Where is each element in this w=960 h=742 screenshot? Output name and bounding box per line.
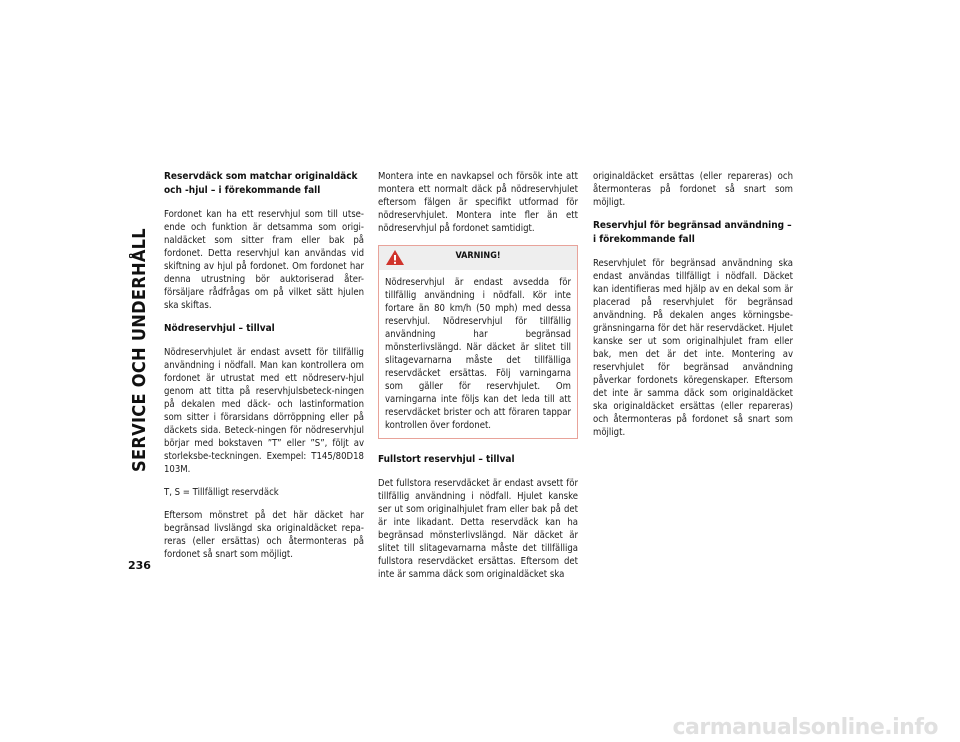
heading-limited-use-spare: Reservhjul för begränsad användning – i förekommande fall: [593, 220, 792, 245]
warning-header: [379, 246, 577, 270]
warning-text: Nödreservhjul är endast avsedda för tillfällig användning i nödfall. Kör inte fortare än 80 km/h (50 mph) med dessa reservhjul. Nödreservhjul för tillfällig användning har begränsad mönsterlivslängd. När däcket är slitet till slitagevarnarna måste det tillfälliga reservdäcket ersättas. Följ varningarna som gäller för reservhjulet. Om varningarna inte följs kan det leda till att reservdäcket brister och att föraren tappar kontrollen över fordonet.: [385, 277, 571, 431]
paragraph: Fordonet kan ha ett reservhjul som till utse-ende och funktion är detsamma som origi-naldäcket som sitter fram eller bak på fordonet. Detta reservhjul kan användas vid skiftning av hjul på fordonet. Om fordonet har denna utrustning bör auktoriserad åter-försäljare rådfrågas om på vilket sätt hjulen ska skiftas.: [164, 209, 364, 311]
paragraph: originaldäcket ersättas (eller repareras) och återmonteras på fordonet så snart som möjligt.: [593, 171, 793, 208]
heading-compact-spare: Nödreservhjul – tillval: [164, 323, 275, 334]
paragraph: Det fullstora reservdäcket är endast avsett för tillfällig användning i nödfall. Hjulet kanske ser ut som originalhjulet fram eller bak på det är inte likadant. Detta reservdäck kan ha begränsad mönsterlivslängd. När däcket är slitet till slitagevarnarna måste det tillfälliga fullstora reservdäcket ersättas. Eftersom det inte är samma däck som originaldäcket ska: [378, 478, 578, 580]
paragraph: T, S = Tillfälligt reservdäck: [164, 487, 279, 498]
watermark: carmanualsonline.info: [672, 715, 938, 740]
paragraph: Reservhjulet för begränsad användning ska endast användas tillfälligt i nödfall. Däcket kan identifieras med hjälp av en dekal som är placerad på reservhjulet för begränsad användning. På dekalen anges körningsbe-gränsningarna för det här reservdäcket. Hjulet kanske ser ut som originalhjulet fram eller bak, men det är det inte. Montering av reservhjulet för begränsad användning påverkar fordonets köregenskaper. Eftersom det inte är samma däck som originaldäcket ska originaldäcket ersättas (eller repareras) och återmonteras på fordonet så snart som möjligt.: [593, 258, 793, 438]
warning-title: VARNING!: [455, 251, 501, 261]
paragraph: Nödreservhjulet är endast avsett för tillfällig användning i nödfall. Man kan kontrollera om fordonet är utrustat med ett nödreserv-hjul genom att titta på reservhjulsbeteck-ningen på dekalen med däck- och lastinformation som sitter i förarsidans dörröppning eller på däckets sida. Beteck-ningen för nödreservhjul börjar med bokstaven ”T” eller ”S”, följt av storleksbe-teckningen. Exempel: T145/80D18 103M.: [164, 347, 364, 475]
paragraph: Montera inte en navkapsel och försök inte att montera ett normalt däck på nödreservhjulet eftersom fälgen är specifikt utformad för nödreservhjulet. Montera inte fler än ett nödreservhjul på fordonet samtidigt.: [378, 171, 578, 234]
section-title: SERVICE OCH UNDERHÅLL: [129, 228, 150, 472]
text-column-3: [593, 170, 793, 449]
heading-full-size-spare: Fullstort reservhjul – tillval: [378, 454, 515, 465]
heading-matching-spare: Reservdäck som matchar originaldäck och -hjul – i förekommande fall: [164, 171, 358, 196]
text-column-1: [164, 170, 364, 571]
paragraph: Eftersom mönstret på det här däcket har begränsad livslängd ska originaldäcket repa-reras (eller ersättas) och återmonteras på fordonet så snart som möjligt.: [164, 510, 364, 560]
section-side-tab: [129, 150, 151, 550]
warning-box: [378, 245, 578, 439]
text-column-2: [378, 170, 578, 591]
page-number: 236: [128, 559, 151, 572]
